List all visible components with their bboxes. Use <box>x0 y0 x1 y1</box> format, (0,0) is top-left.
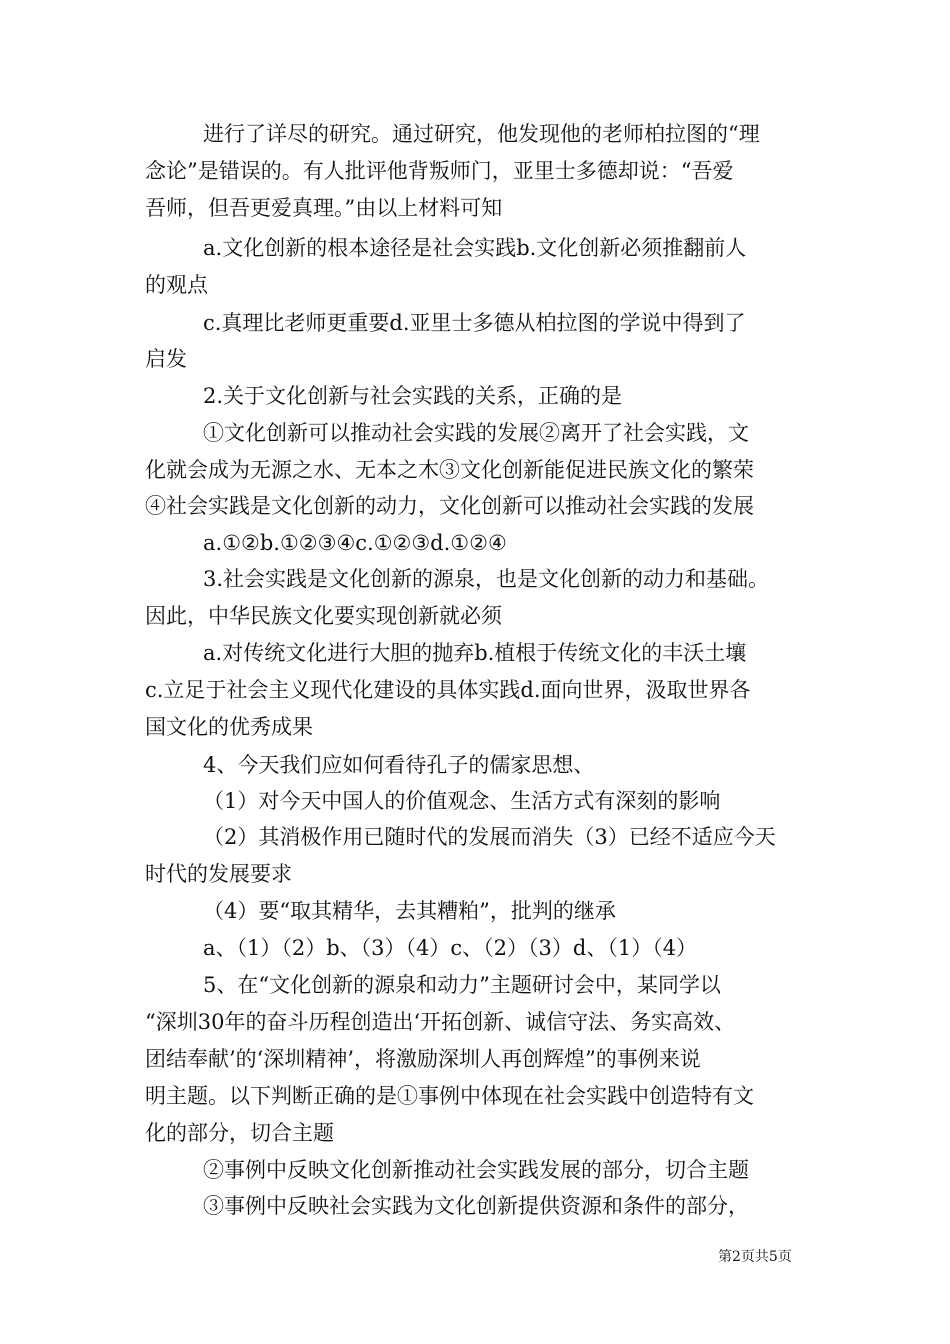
text-line: 时代的发展要求 <box>145 862 292 886</box>
text-line: （1）对今天中国人的价值观念、生活方式有深刻的影响 <box>203 789 721 813</box>
text-line: ①文化创新可以推动社会实践的发展②离开了社会实践，文 <box>203 421 749 445</box>
text-line: （4）要“取其精华，去其糟粕”，批判的继承 <box>203 899 616 923</box>
text-line: 化的部分，切合主题 <box>145 1121 334 1145</box>
text-line: c.立足于社会主义现代化建设的具体实践d.面向世界，汲取世界各 <box>145 678 751 702</box>
text-line: 国文化的优秀成果 <box>145 715 313 739</box>
text-line: 团结奉献’的‘深圳精神’，将激励深圳人再创辉煌”的事例来说 <box>145 1047 701 1071</box>
page-number-footer: 第2页共5页 <box>718 1249 792 1265</box>
text-line: “深圳30年的奋斗历程创造出‘开拓创新、诚信守法、务实高效、 <box>145 1010 736 1034</box>
text-line: 进行了详尽的研究。通过研究，他发现他的老师柏拉图的“理 <box>203 122 760 146</box>
text-line: 的观点 <box>145 273 208 297</box>
text-line: a、（1）（2）b、（3）（4）c、（2）（3）d、（1）（4） <box>203 936 698 960</box>
text-line: 明主题。以下判断正确的是①事例中体现在社会实践中创造特有文 <box>145 1084 754 1108</box>
text-line: ④社会实践是文化创新的动力，文化创新可以推动社会实践的发展 <box>145 494 754 518</box>
text-line: a.①②b.①②③④c.①②③d.①②④ <box>203 531 507 555</box>
text-line: 化就会成为无源之水、无本之木③文化创新能促进民族文化的繁荣 <box>145 458 754 482</box>
text-line: 念论”是错误的。有人批评他背叛师门，亚里士多德却说：“吾爱 <box>145 159 734 183</box>
text-line: ②事例中反映文化创新推动社会实践发展的部分，切合主题 <box>203 1158 749 1182</box>
text-line: a.文化创新的根本途径是社会实践b.文化创新必须推翻前人 <box>203 236 747 260</box>
text-line: 启发 <box>145 347 187 371</box>
text-line: a.对传统文化进行大胆的抛弃b.植根于传统文化的丰沃土壤 <box>203 641 747 665</box>
text-line: 5、在“文化创新的源泉和动力”主题研讨会中，某同学以 <box>203 973 721 997</box>
text-line: 因此，中华民族文化要实现创新就必须 <box>145 604 502 628</box>
text-line: 吾师，但吾更爱真理。”由以上材料可知 <box>145 196 503 220</box>
text-line: （2）其消极作用已随时代的发展而消失（3）已经不适应今天 <box>203 825 776 849</box>
text-line: 4、今天我们应如何看待孔子的儒家思想、 <box>203 753 595 777</box>
text-line: ③事例中反映社会实践为文化创新提供资源和条件的部分， <box>203 1194 749 1218</box>
text-line: 2.关于文化创新与社会实践的关系，正确的是 <box>203 384 623 408</box>
text-line: 3.社会实践是文化创新的源泉，也是文化创新的动力和基础。 <box>203 567 770 591</box>
text-line: c.真理比老师更重要d.亚里士多德从柏拉图的学说中得到了 <box>203 311 746 335</box>
